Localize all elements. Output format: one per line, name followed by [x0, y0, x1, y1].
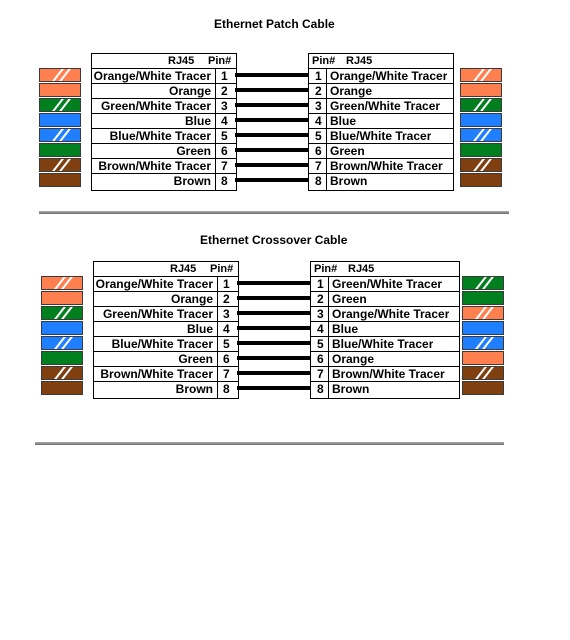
- pin-number: 7: [315, 159, 322, 173]
- pin-number: 3: [221, 99, 228, 113]
- patch-left-swatch-pin-3: [39, 98, 81, 112]
- crossover-wire-pin-5: [237, 341, 310, 345]
- pin-number: 4: [221, 114, 228, 128]
- patch-wire-pin-4: [235, 118, 308, 122]
- patch-section-divider: [39, 211, 509, 214]
- patch-left-row-pin-5: [92, 128, 236, 144]
- crossover-left-row-pin-2: [94, 291, 238, 307]
- crossover-wire-pin-1: [237, 281, 310, 285]
- wire-name: Orange/White Tracer: [95, 277, 213, 291]
- wire-name: Brown: [332, 382, 370, 396]
- patch-right-header: [309, 54, 453, 68]
- pin-number: 5: [315, 129, 322, 143]
- patch-right-row-pin-5: [309, 128, 453, 144]
- patch-right-row-pin-3: [309, 98, 453, 114]
- wire-name: Brown/White Tracer: [100, 367, 213, 381]
- patch-right-row-pin-1: [309, 68, 453, 84]
- crossover-right-row-pin-8: [311, 381, 459, 397]
- pin-number: 5: [221, 129, 228, 143]
- patch-left-swatch-pin-4: [39, 113, 81, 127]
- crossover-left-row-pin-6: [94, 351, 238, 367]
- pin-number: 7: [317, 367, 324, 381]
- patch-left-pin-table: [91, 53, 237, 191]
- crossover-left-row-pin-7: [94, 366, 238, 382]
- crossover-right-row-pin-6: [311, 351, 459, 367]
- wire-name: Blue: [332, 322, 359, 336]
- wire-name: Brown/White Tracer: [330, 159, 443, 173]
- wire-name: Blue/White Tracer: [332, 337, 434, 351]
- pin-number: 7: [221, 159, 228, 173]
- crossover-right-row-pin-2: [311, 291, 459, 307]
- wire-name: Blue: [184, 114, 211, 128]
- wire-name: Brown/White Tracer: [98, 159, 211, 173]
- crossover-left-header-label: RJ45: [170, 263, 197, 275]
- patch-left-row-pin-1: [92, 68, 236, 84]
- wire-name: Green: [330, 144, 365, 158]
- patch-right-row-pin-8: [309, 173, 453, 189]
- crossover-right-row-pin-3: [311, 306, 459, 322]
- patch-wire-pin-2: [235, 88, 308, 92]
- pin-number: 1: [315, 69, 322, 83]
- wire-name: Green: [332, 292, 367, 306]
- patch-left-swatch-pin-5: [39, 128, 81, 142]
- crossover-right-swatch-pin-4: [462, 321, 504, 335]
- crossover-left-header: [94, 262, 238, 276]
- patch-right-row-pin-4: [309, 113, 453, 129]
- pin-number: 4: [317, 322, 324, 336]
- patch-left-row-pin-2: [92, 83, 236, 99]
- crossover-left-row-pin-1: [94, 276, 238, 292]
- wire-name: Brown: [330, 174, 368, 188]
- pin-number: 8: [223, 382, 230, 396]
- crossover-section-divider: [35, 442, 504, 445]
- crossover-right-swatch-pin-8: [462, 381, 504, 395]
- crossover-left-swatch-pin-5: [41, 336, 83, 350]
- pin-number: 4: [315, 114, 322, 128]
- pin-number: 2: [221, 84, 228, 98]
- patch-wire-pin-3: [235, 103, 308, 107]
- pin-number: 5: [223, 337, 230, 351]
- pin-number: 7: [223, 367, 230, 381]
- wire-name: Orange/White Tracer: [93, 69, 211, 83]
- patch-wire-pin-7: [235, 163, 308, 167]
- crossover-right-swatch-pin-2: [462, 291, 504, 305]
- crossover-left-row-pin-4: [94, 321, 238, 337]
- crossover-right-swatch-pin-7: [462, 366, 504, 380]
- wire-name: Blue: [186, 322, 213, 336]
- crossover-left-swatch-pin-1: [41, 276, 83, 290]
- crossover-right-swatch-pin-6: [462, 351, 504, 365]
- pin-number: 6: [315, 144, 322, 158]
- crossover-right-pin-table: [310, 261, 460, 399]
- pin-number: 8: [315, 174, 322, 188]
- wire-name: Blue/White Tracer: [111, 337, 213, 351]
- pin-number: 1: [221, 69, 228, 83]
- pin-number: 2: [315, 84, 322, 98]
- crossover-left-row-pin-5: [94, 336, 238, 352]
- wire-name: Green/White Tracer: [332, 277, 443, 291]
- pin-number: 3: [315, 99, 322, 113]
- pin-number: 2: [223, 292, 230, 306]
- crossover-right-swatch-pin-3: [462, 306, 504, 320]
- wire-name: Green/White Tracer: [330, 99, 441, 113]
- patch-right-swatch-pin-3: [460, 98, 502, 112]
- crossover-right-header: [311, 262, 459, 276]
- wire-name: Blue/White Tracer: [330, 129, 432, 143]
- patch-left-row-pin-8: [92, 173, 236, 189]
- crossover-wire-pin-6: [237, 356, 310, 360]
- wire-name: Blue: [330, 114, 357, 128]
- pin-number: 2: [317, 292, 324, 306]
- crossover-wire-pin-7: [237, 371, 310, 375]
- patch-right-swatch-pin-5: [460, 128, 502, 142]
- patch-right-row-pin-2: [309, 83, 453, 99]
- crossover-left-row-pin-8: [94, 381, 238, 397]
- pin-number: 6: [317, 352, 324, 366]
- crossover-left-swatch-pin-7: [41, 366, 83, 380]
- crossover-wire-pin-8: [237, 386, 310, 390]
- crossover-left-header-pin: Pin#: [210, 263, 234, 275]
- crossover-wire-pin-2: [237, 296, 310, 300]
- patch-right-header-pin: Pin#: [312, 55, 336, 67]
- crossover-left-swatch-pin-8: [41, 381, 83, 395]
- patch-cable-title: Ethernet Patch Cable: [214, 17, 335, 31]
- pin-number: 3: [223, 307, 230, 321]
- patch-left-row-pin-7: [92, 158, 236, 174]
- pin-number: 1: [223, 277, 230, 291]
- wire-name: Green/White Tracer: [100, 99, 211, 113]
- crossover-left-pin-table: [93, 261, 239, 399]
- patch-right-row-pin-6: [309, 143, 453, 159]
- pin-number: 6: [223, 352, 230, 366]
- patch-right-header-label: RJ45: [346, 55, 373, 67]
- patch-left-header: [92, 54, 236, 68]
- patch-left-header-pin: Pin#: [208, 55, 232, 67]
- pin-number: 8: [317, 382, 324, 396]
- crossover-left-swatch-pin-3: [41, 306, 83, 320]
- crossover-right-row-pin-4: [311, 321, 459, 337]
- wire-name: Orange: [170, 292, 213, 306]
- patch-left-header-label: RJ45: [168, 55, 195, 67]
- patch-right-swatch-pin-2: [460, 83, 502, 97]
- wire-name: Orange/White Tracer: [332, 307, 450, 321]
- crossover-left-swatch-pin-4: [41, 321, 83, 335]
- patch-left-swatch-pin-1: [39, 68, 81, 82]
- wire-name: Orange: [168, 84, 211, 98]
- crossover-right-row-pin-1: [311, 276, 459, 292]
- crossover-right-header-pin: Pin#: [314, 263, 338, 275]
- patch-right-swatch-pin-1: [460, 68, 502, 82]
- patch-right-row-pin-7: [309, 158, 453, 174]
- crossover-left-swatch-pin-6: [41, 351, 83, 365]
- wire-name: Brown: [173, 174, 211, 188]
- patch-wire-pin-8: [235, 178, 308, 182]
- patch-left-row-pin-3: [92, 98, 236, 114]
- patch-wire-pin-1: [235, 73, 308, 77]
- patch-right-swatch-pin-6: [460, 143, 502, 157]
- pin-number: 5: [317, 337, 324, 351]
- crossover-cable-title: Ethernet Crossover Cable: [200, 233, 348, 247]
- pin-number: 6: [221, 144, 228, 158]
- patch-right-pin-table: [308, 53, 454, 191]
- patch-left-swatch-pin-8: [39, 173, 81, 187]
- patch-right-swatch-pin-8: [460, 173, 502, 187]
- pin-number: 4: [223, 322, 230, 336]
- patch-left-row-pin-6: [92, 143, 236, 159]
- wire-name: Green: [178, 352, 213, 366]
- wire-name: Orange/White Tracer: [330, 69, 448, 83]
- patch-left-swatch-pin-7: [39, 158, 81, 172]
- patch-left-row-pin-4: [92, 113, 236, 129]
- crossover-left-row-pin-3: [94, 306, 238, 322]
- patch-left-swatch-pin-6: [39, 143, 81, 157]
- pin-number: 3: [317, 307, 324, 321]
- patch-wire-pin-6: [235, 148, 308, 152]
- wire-name: Blue/White Tracer: [109, 129, 211, 143]
- patch-wire-pin-5: [235, 133, 308, 137]
- crossover-right-row-pin-5: [311, 336, 459, 352]
- crossover-right-swatch-pin-5: [462, 336, 504, 350]
- wire-name: Green/White Tracer: [102, 307, 213, 321]
- wire-name: Orange: [330, 84, 373, 98]
- wire-name: Orange: [332, 352, 375, 366]
- patch-left-swatch-pin-2: [39, 83, 81, 97]
- patch-right-swatch-pin-4: [460, 113, 502, 127]
- wire-name: Brown/White Tracer: [332, 367, 445, 381]
- patch-right-swatch-pin-7: [460, 158, 502, 172]
- wire-name: Brown: [175, 382, 213, 396]
- crossover-left-swatch-pin-2: [41, 291, 83, 305]
- crossover-right-swatch-pin-1: [462, 276, 504, 290]
- crossover-wire-pin-4: [237, 326, 310, 330]
- crossover-right-header-label: RJ45: [348, 263, 375, 275]
- crossover-right-row-pin-7: [311, 366, 459, 382]
- pin-number: 8: [221, 174, 228, 188]
- pin-number: 1: [317, 277, 324, 291]
- crossover-wire-pin-3: [237, 311, 310, 315]
- wire-name: Green: [176, 144, 211, 158]
